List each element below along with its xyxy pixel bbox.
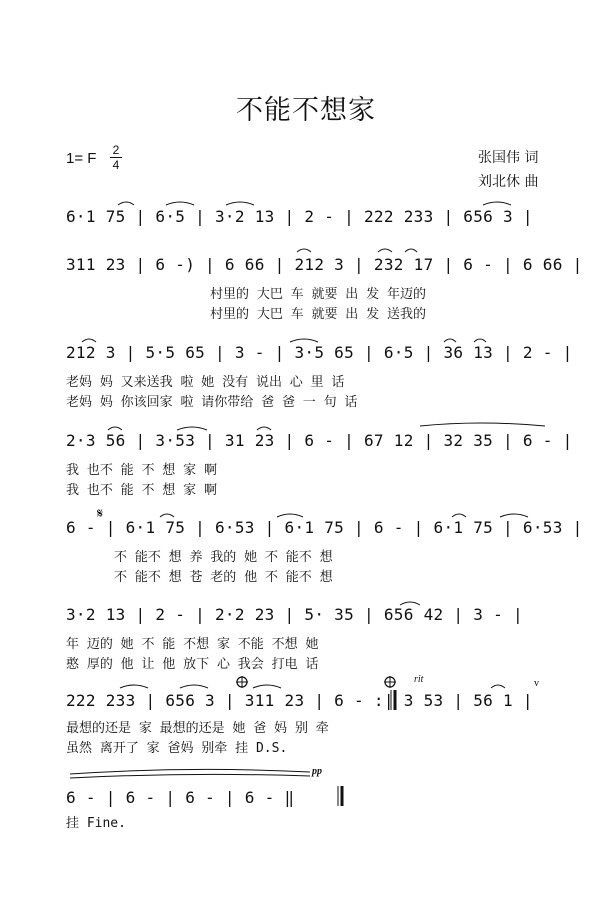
final-barline — [338, 786, 342, 806]
notation-line: 311 23 | 6 -) | 6 66 | 212 3 | 232 17 | 6 - | 6 66 | — [66, 255, 583, 274]
notation-line: 3·2 13 | 2 - | 2·2 23 | 5· 35 | 656 42 | 3 - | — [66, 605, 523, 624]
dynamic-pianissimo: pp — [312, 766, 322, 777]
lyric-line: 最想的还是 家 最想的还是 她 爸 妈 别 牵 — [66, 721, 329, 736]
time-signature — [110, 144, 122, 171]
coda-sign — [384, 676, 396, 688]
credits — [478, 146, 538, 194]
notation-line: 222 233 | 656 3 | 311 23 | 6 - :| 3 53 | 56 1 | — [66, 691, 533, 710]
coda-sign — [236, 676, 248, 688]
lyric-line: 老妈 妈 你该回家 啦 请你带给 爸 爸 一 句 话 — [66, 395, 358, 410]
notation-line: 6 - | 6·1 75 | 6·53 | 6·1 75 | 6 - | 6·1 75 | 6·53 | — [66, 518, 583, 537]
lyric-line: 我 也不 能 不 想 家 啊 — [66, 483, 217, 498]
composer-credit: 刘北休 曲 — [478, 174, 539, 190]
segno-sign: 𝄋 — [97, 506, 104, 522]
lyric-line: 虽然 离开了 家 爸妈 别牵 挂 D.S. — [66, 741, 288, 756]
fermata-mark: v — [534, 678, 539, 689]
ritardando-mark: rit — [414, 674, 424, 685]
lyric-line: 年 迈的 她 不 能 不想 家 不能 不想 她 — [66, 637, 319, 652]
notation-line: 6·1 75 | 6·5 | 3·2 13 | 2 - | 222 233 | 656 3 | — [66, 207, 533, 226]
phrase-tie — [70, 769, 310, 774]
lyric-line: 我 也不 能 不 想 家 啊 — [66, 463, 217, 478]
lyric-line: 挂 Fine. — [66, 816, 126, 831]
lyric-line: 不 能不 想 养 我的 她 不 能不 想 — [114, 550, 333, 565]
notation-line: 212 3 | 5·5 65 | 3 - | 3·5 65 | 6·5 | 36 13 | 2 - | — [66, 343, 573, 362]
lyricist-credit: 张国伟 词 — [478, 150, 539, 166]
time-signature-top: 2 — [112, 143, 120, 157]
lyric-line: 憨 厚的 他 让 他 放下 心 我会 打电 话 — [66, 657, 319, 672]
song-title: 不能不想家 — [236, 95, 376, 126]
lyric-line: 村里的 大巴 车 就要 出 发 年迈的 — [210, 287, 426, 302]
notation-line: 6 - | 6 - | 6 - | 6 - ‖ — [66, 788, 295, 807]
phrase-tie — [420, 423, 545, 426]
key-signature: 1= F — [66, 150, 97, 167]
time-signature-bottom: 4 — [112, 158, 120, 172]
notation-line: 2·3 56 | 3·53 | 31 23 | 6 - | 67 12 | 32 35 | 6 - | — [66, 431, 573, 450]
lyric-line: 村里的 大巴 车 就要 出 发 送我的 — [210, 307, 426, 322]
phrase-tie — [70, 774, 310, 778]
lyric-line: 老妈 妈 又来送我 啦 她 没有 说出 心 里 话 — [66, 375, 345, 390]
lyric-line: 不 能不 想 苍 老的 他 不 能不 想 — [114, 570, 333, 585]
